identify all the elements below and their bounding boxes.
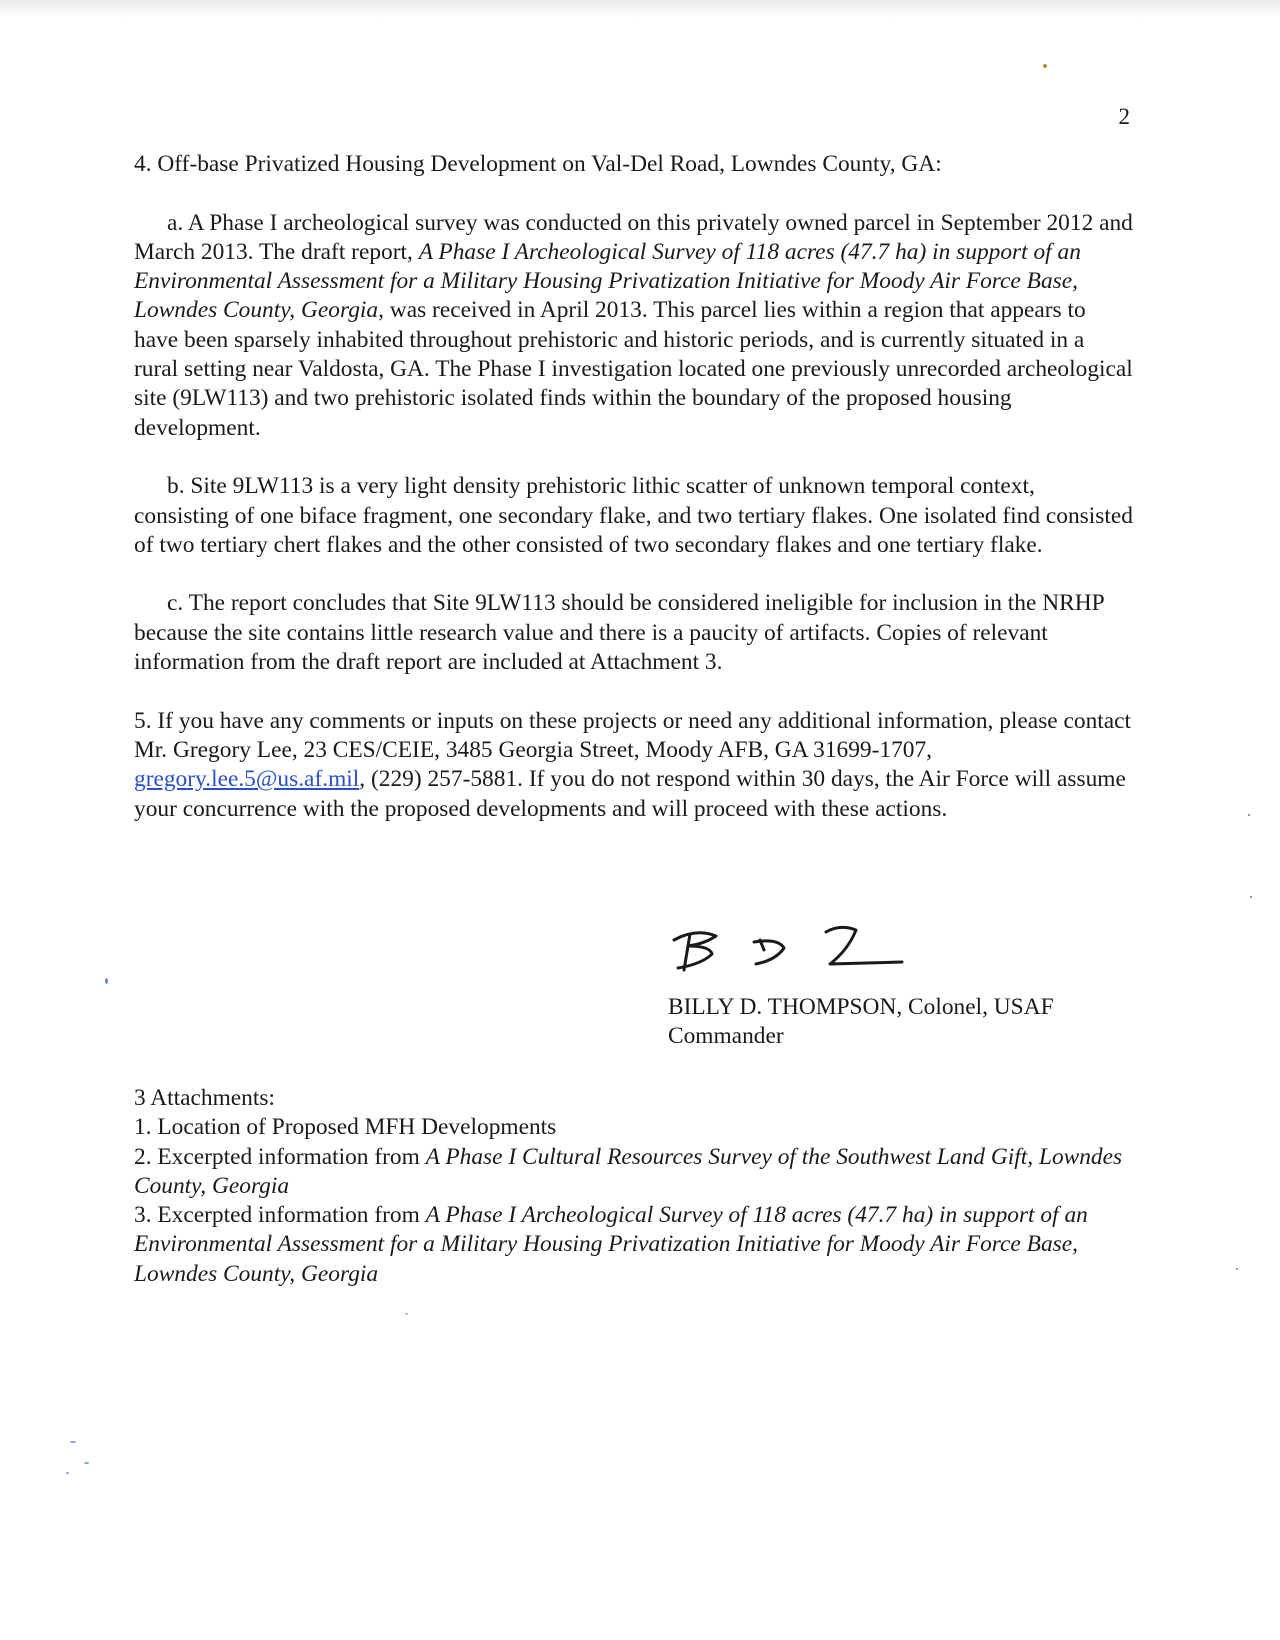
scan-speck: [70, 1441, 76, 1443]
letter-body: [134, 150, 1134, 853]
scan-speck: [1250, 896, 1252, 898]
scan-speck: [105, 978, 108, 984]
section-4-heading: 4. Off-base Privatized Housing Development on Val-Del Road, Lowndes County, GA:: [134, 151, 942, 177]
page-number: 2: [1118, 104, 1130, 129]
section-4a-text-end: was received in April 2013. This parcel lies within a region that appears to have been sparsely inhabited throughout prehistoric and historic periods, and is currently situated in a rural setting near Valdosta, GA. The Phase I investigation located one previously unrecorded archeological site (9LW113) and two prehistoric isolated finds within the boundary of the proposed housing development.: [134, 297, 1133, 441]
section-5-text-end: , (229) 257-5881. If you do not respond within 30 days, the Air Force will assume your concurrence with the proposed developments and will proceed with these actions.: [134, 766, 1126, 822]
scan-speck: [1236, 1268, 1238, 1270]
section-5-paragraph: [134, 707, 1134, 824]
scan-speck: [1043, 64, 1047, 68]
section-4a-text-start: a. A Phase I archeological survey was conducted on this privately owned parcel in September 2012 and March 2013. The draft report,: [134, 209, 1133, 265]
section-4b-paragraph: b. Site 9LW113 is a very light density prehistoric lithic scatter of unknown temporal context, consisting of one biface fragment, one secondary flake, and two tertiary flakes. One isolated find consisted of two tertiary chert flakes and the other consisted of two secondary flakes and one tertiary flake.: [134, 473, 1133, 558]
attachment-3-prefix: 3. Excerpted information from: [134, 1202, 426, 1229]
attachments-list: [134, 1084, 1134, 1289]
scan-edge-shading: [0, 0, 1280, 18]
attachment-2-prefix: 2. Excerpted information from: [134, 1143, 426, 1170]
scan-speck: [84, 1462, 89, 1464]
scan-speck: [1248, 814, 1250, 816]
scan-speck: [405, 1313, 408, 1315]
signer-details: [668, 993, 1054, 1052]
attachment-item-1: 1. Location of Proposed MFH Developments: [134, 1114, 557, 1141]
section-5-text-start: 5. If you have any comments or inputs on these projects or need any additional information, please contact Mr. Gregory Lee, 23 CES/CEIE, 3485 Georgia Street, Moody AFB, GA 31699-1707,: [134, 707, 1132, 763]
attachment-3-title: A Phase I Archeological Survey of 118 acres (47.7 ha) in support of an Environmental Assessment for a Military Housing Privatization Initiative for Moody Air Force Base, Lowndes County, Georgia: [134, 1202, 1088, 1287]
section-4c-paragraph: c. The report concludes that Site 9LW113 should be considered ineligible for inclusion in the NRHP because the site contains little research value and there is a paucity of artifacts. Copies of relevant information from the draft report are included at Attachment 3.: [134, 590, 1104, 676]
handwritten-signature: [668, 920, 948, 976]
section-4a-paragraph: [134, 209, 1134, 443]
scan-speck: [66, 1472, 69, 1474]
attachments-header: 3 Attachments:: [134, 1085, 275, 1111]
email-link[interactable]: gregory.lee.5@us.af.mil: [134, 766, 360, 793]
attachment-item-3: [134, 1201, 1134, 1289]
signer-title: Commander: [668, 1023, 784, 1050]
attachment-item-2: [134, 1143, 1134, 1202]
attachment-2-title: A Phase I Cultural Resources Survey of the Southwest Land Gift, Lowndes County, Georgia: [134, 1143, 1123, 1199]
signer-name: BILLY D. THOMPSON, Colonel, USAF: [668, 994, 1054, 1020]
report-title-italic: A Phase I Archeological Survey of 118 acres (47.7 ha) in support of an Environmental Assessment for a Military Housing Privatization Initiative for Moody Air Force Base, Lowndes County, Georgia,: [134, 238, 1081, 324]
